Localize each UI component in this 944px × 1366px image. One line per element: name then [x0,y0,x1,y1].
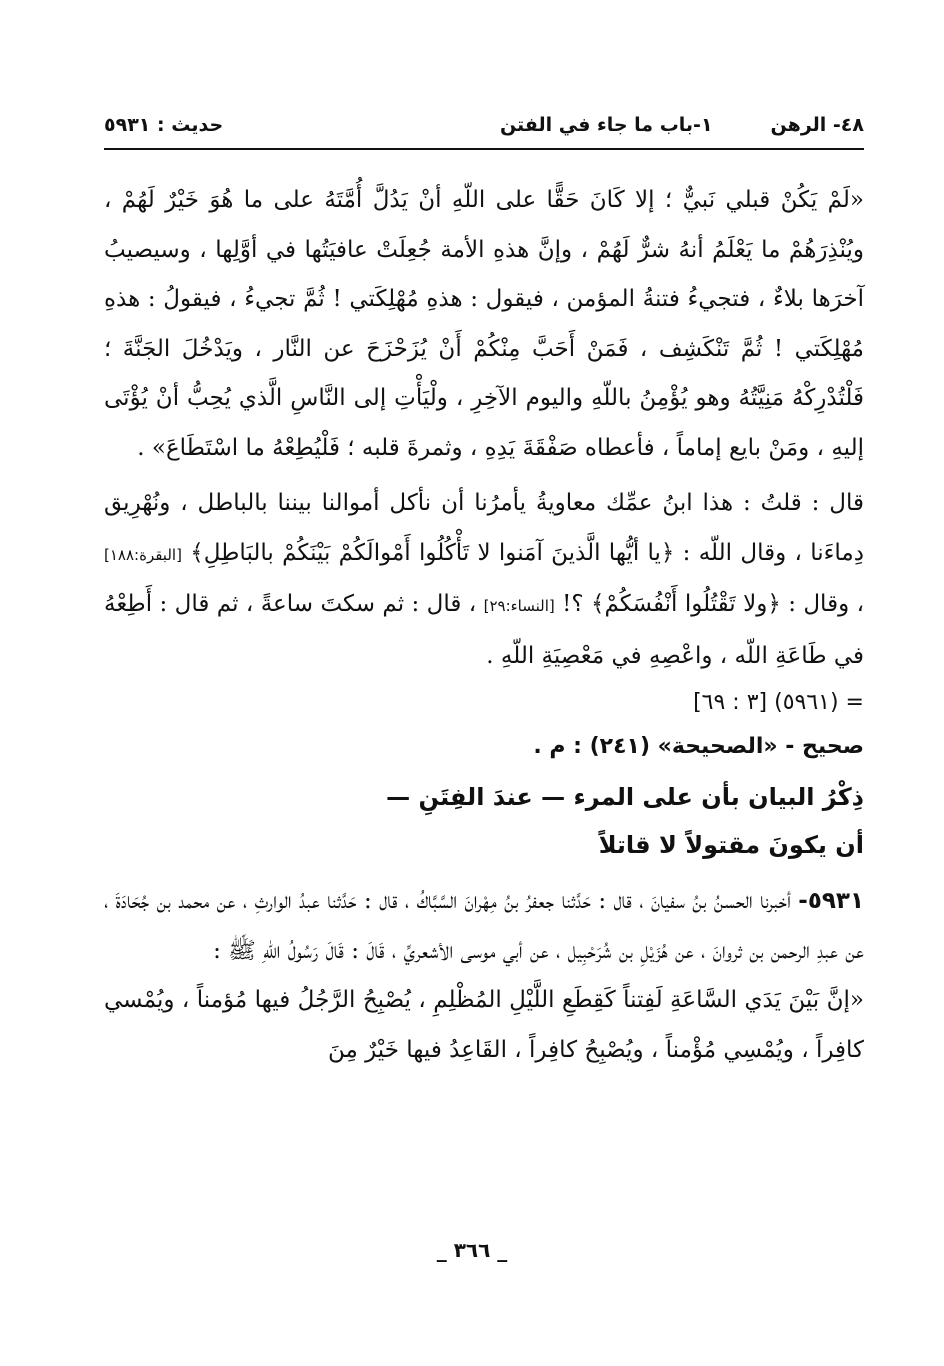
hadith-number: ٥٩٣١- [798,888,864,914]
hadith-isnad-paragraph [104,877,864,976]
header-hadith-label: حديث : ٥٩٣١ [104,114,224,136]
hadith-matn-paragraph: «إنَّ بَيْنَ يَدَي السَّاعَةِ لَفِتناً كَقِطَعِ اللَّيْلِ المُظْلِمِ ، يُصْبِحُ الرَّجُلُ فيها مُؤمناً ، ويُمْسي كافِراً ، ويُمْسِي مُؤْمناً ، ويُصْبِحُ كافِراً ، القَاعِدُ فيها خَيْرٌ مِنَ [104,987,864,1063]
section-heading-line-2: أن يكونَ مقتولاً لا قاتلاً [598,831,864,859]
grading-line: صحيح - «الصحيحة» (٢٤١) : م . [533,734,864,759]
page-number: _ ٣٦٦ _ [436,1238,508,1262]
header-divider [104,148,864,150]
running-header [104,108,864,142]
quran-reference-baqarah: [البقرة:١٨٨] [104,545,182,564]
hadith-text-paragraph: «لَمْ يَكُنْ قبلي نَبيٌّ ؛ إلا كَانَ حَقًّا على اللّهِ أنْ يَدُلَّ أُمَّتَهُ على ما هُوَ خَيْرٌ لَهُمْ ، ويُنْذِرَهُمْ ما يَعْلَمُ أنهُ شرٌّ لَهُمْ ، وإنَّ هذهِ الأمة جُعِلَتْ عافيَتُها في أوَّلِها ، وسيصيبُ آخرَها بلاءٌ ، فتجيءُ فتنةُ المؤمن ، فيقول : هذهِ مُهْلِكَتي ! ثُمَّ تجيءُ ، فيقولُ : هذهِ مُهْلِكَتي ! ثُمَّ تَنْكَشِف ، فَمَنْ أَحَبَّ مِنْكُمْ أَنْ يُزَحْزَحَ عن النَّار ، ويَدْخُلَ الجَنَّةَ ؛ فَلْتُدْرِكْهُ مَنِيَّتُهُ وهو يُؤْمِنُ باللّهِ واليوم الآخِرِ ، ولْيَأْتِ إلى النَّاسِ الَّذي يُحِبُّ أنْ يُؤْتَى إليهِ ، ومَنْ بايع إماماً ، فأعطاه صَفْقَةَ يَدِهِ ، وثمرةَ قلبه ؛ فَلْيُطِعْهُ ما اسْتَطَاعَ» . [104,187,864,461]
section-heading-line-1: ذِكْرُ البيان بأن على المرء — عندَ الفِتَنِ — [386,783,864,811]
hadith-isnad: أخبرنا الحسنُ بنُ سفيانَ ، قال : حَدَّثنا جعفرُ بنُ مِهْرانَ السَّبَّاكُ ، قال : حَدَّثنا عبدُ الوارثِ ، عن محمد بن جُحَادَةَ ، عن عبدِ الرحمن بن ثروانَ ، عن هُزَيْلِ بن شُرَحْبِيل ، عن أبي موسى الأشعريِّ ، قَالَ : قَالَ رَسُولُ اللّهِ ﷺ : [104,888,864,964]
cross-reference-line: = (٥٩٦١) [٣ : ٦٩] [693,690,864,715]
header-chapter-title: ٤٨- الرهن [770,114,864,136]
narration-part-b: ، وقال : ﴿ولا تَقْتُلُوا أَنْفُسَكُمْ﴾ ؟! [554,591,864,617]
section-heading [104,773,864,869]
narration-part-a: قال : قلتُ : هذا ابنُ عمِّك معاويةُ يأمرُنا أن نأكل أموالنا بيننا بالباطل ، ونُهْرِيق دِماءَنا ، وقال اللّه : ﴿يا أيُّها الَّذينَ آمَنوا لا تَأْكُلُوا أَمْوالَكُمْ بَيْنَكُمْ بالبَاطِلِ﴾ [104,490,864,566]
page-body [104,176,864,1075]
narration-part-c: ، قال : ثم سكتَ ساعةً ، ثم قال : أَطِعْهُ في طَاعَةِ اللّه ، واعْصِهِ في مَعْصِيَةِ اللّهِ . [104,591,864,669]
quran-reference-nisa: [النساء:٢٩] [483,597,555,615]
header-chapter-group [500,114,864,136]
header-section-title: ١-باب ما جاء في الفتن [499,114,713,136]
narration-paragraph [104,479,864,681]
